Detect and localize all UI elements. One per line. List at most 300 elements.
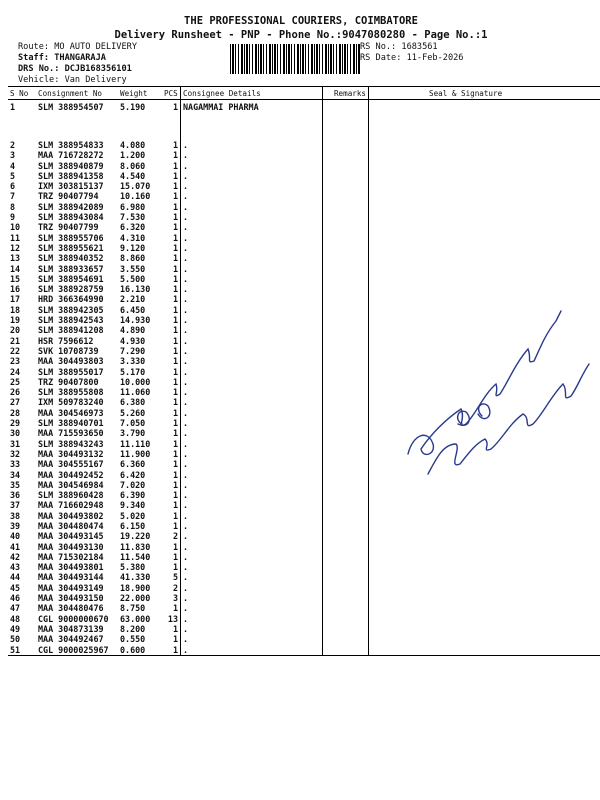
row-weight: 41.330 — [120, 572, 151, 583]
row-weight: 11.110 — [120, 438, 151, 449]
row-pcs: 1 — [172, 201, 178, 212]
row-sno: 12 — [10, 242, 21, 253]
row-pcs: 1 — [172, 325, 178, 336]
row-consignee: . — [181, 572, 323, 582]
row-pcs: 1 — [172, 140, 178, 150]
row-sno: 35 — [10, 479, 21, 490]
row-consignee: . — [181, 171, 323, 181]
row-weight: 7.050 — [120, 418, 146, 429]
row-signature — [369, 243, 600, 253]
row-remarks — [323, 150, 369, 160]
row-signature — [369, 562, 600, 572]
row-sno: 24 — [10, 366, 21, 377]
row-consignment-no: MAA 304480474 — [38, 520, 104, 531]
row-sno: 6 — [10, 181, 16, 192]
row-remarks — [323, 531, 369, 541]
row-consignment-no: SLM 388955017 — [38, 366, 104, 377]
row-sno: 4 — [10, 160, 16, 171]
row-pcs: 1 — [172, 407, 178, 418]
row-remarks — [323, 346, 369, 356]
row-pcs: 1 — [172, 603, 178, 614]
row-sno: 15 — [10, 273, 21, 284]
row-sno: 42 — [10, 551, 21, 562]
row-remarks — [323, 500, 369, 510]
row-weight: 5.190 — [120, 102, 146, 112]
row-sno: 34 — [10, 469, 21, 480]
table-row — [8, 181, 600, 191]
row-sno: 10 — [10, 222, 21, 233]
row-signature — [369, 264, 600, 274]
row-remarks — [323, 284, 369, 294]
row-consignment-no: SLM 388941208 — [38, 325, 104, 336]
row-remarks — [323, 542, 369, 552]
row-pcs: 1 — [172, 520, 178, 531]
row-consignee: . — [181, 140, 323, 150]
row-remarks — [323, 100, 369, 141]
row-signature — [369, 253, 600, 263]
row-consignee: . — [181, 284, 323, 294]
row-pcs: 1 — [162, 645, 181, 656]
row-signature — [369, 521, 600, 531]
row-remarks — [323, 253, 369, 263]
row-consignment-no: MAA 304493803 — [38, 356, 104, 367]
row-sno: 36 — [10, 490, 21, 501]
row-pcs: 1 — [172, 438, 178, 449]
row-consignee: . — [181, 243, 323, 253]
row-weight: 6.150 — [120, 520, 146, 531]
row-remarks — [323, 459, 369, 469]
row-weight: 5.500 — [120, 273, 146, 284]
row-sno: 19 — [10, 315, 21, 326]
company-title: THE PROFESSIONAL COURIERS, COIMBATORE — [184, 15, 418, 27]
row-pcs: 1 — [172, 387, 178, 398]
row-consignment-no: SLM 388955706 — [38, 232, 104, 243]
row-sno: 45 — [10, 582, 21, 593]
row-pcs: 1 — [172, 315, 178, 326]
row-consignment-no: MAA 304493144 — [38, 572, 104, 583]
row-pcs: 1 — [172, 294, 178, 305]
row-consignment-no: HSR 7596612 — [38, 335, 94, 346]
row-consignment-no: SLM 388940879 — [38, 160, 104, 171]
row-weight: 7.290 — [120, 345, 146, 356]
row-sno: 11 — [10, 232, 21, 243]
row-remarks — [323, 593, 369, 603]
row-weight: 5.170 — [120, 366, 146, 377]
row-consignee: . — [181, 161, 323, 171]
row-weight: 3.550 — [120, 263, 146, 274]
row-consignee: . — [181, 593, 323, 603]
row-signature — [369, 531, 600, 541]
row-weight: 9.120 — [120, 242, 146, 253]
row-pcs: 1 — [172, 551, 178, 562]
row-sno: 23 — [10, 356, 21, 367]
row-remarks — [323, 305, 369, 315]
table-row — [8, 583, 600, 593]
row-sno: 29 — [10, 418, 21, 429]
row-remarks — [323, 480, 369, 490]
row-weight: 10.000 — [120, 376, 151, 387]
row-remarks — [323, 222, 369, 232]
row-remarks — [323, 243, 369, 253]
row-remarks — [323, 603, 369, 613]
row-pcs: 1 — [172, 541, 178, 552]
row-weight: 1.200 — [120, 150, 146, 161]
row-sno: 48 — [10, 613, 21, 624]
row-consignee: . — [181, 181, 323, 191]
col-pcs: PCS — [162, 87, 181, 100]
row-pcs: 1 — [172, 376, 178, 387]
rs-date-text: RS Date: 11-Feb-2026 — [360, 53, 464, 63]
row-consignee: . — [181, 562, 323, 572]
col-consignee: Consignee Details — [181, 87, 323, 100]
row-sno: 31 — [10, 438, 21, 449]
row-consignment-no: MAA 304493130 — [38, 541, 104, 552]
row-pcs: 1 — [172, 500, 178, 511]
row-remarks — [323, 336, 369, 346]
row-consignee: . — [181, 490, 323, 500]
row-consignee: . — [181, 191, 323, 201]
table-row — [8, 593, 600, 603]
row-consignee: . — [181, 418, 323, 428]
row-consignee: . — [181, 583, 323, 593]
row-weight: 3.330 — [120, 356, 146, 367]
row-consignment-no: MAA 304493802 — [38, 510, 104, 521]
table-row — [8, 264, 600, 274]
table-row — [8, 634, 600, 644]
row-weight: 5.380 — [120, 562, 146, 573]
row-weight: 4.080 — [120, 140, 146, 150]
row-pcs: 1 — [172, 345, 178, 356]
row-remarks — [323, 572, 369, 582]
row-consignee: . — [181, 212, 323, 222]
row-weight: 3.790 — [120, 428, 146, 439]
row-pcs: 2 — [172, 582, 178, 593]
row-remarks — [323, 387, 369, 397]
row-consignment-no: SLM 388933657 — [38, 263, 104, 274]
row-consignment-no: MAA 715302184 — [38, 551, 104, 562]
row-remarks — [323, 181, 369, 191]
row-consignment-no: MAA 304493150 — [38, 593, 104, 604]
row-sno: 9 — [10, 212, 16, 223]
row-signature — [369, 150, 600, 160]
row-consignee: . — [181, 624, 323, 634]
row-remarks — [323, 274, 369, 284]
row-weight: 6.450 — [120, 304, 146, 315]
row-sno: 14 — [10, 263, 21, 274]
row-weight: 16.130 — [120, 284, 151, 295]
row-remarks — [323, 614, 369, 624]
row-remarks — [323, 521, 369, 531]
row-weight: 6.320 — [120, 222, 146, 233]
table-row — [8, 100, 600, 141]
staff-text: Staff: THANGARAJA — [18, 53, 106, 63]
row-consignment-no: SVK 10708739 — [38, 345, 99, 356]
drs-text: DRS No.: DCJB168356101 — [18, 64, 132, 74]
meta-block — [8, 42, 594, 86]
row-consignee: . — [181, 521, 323, 531]
row-pcs: 1 — [172, 562, 178, 573]
row-remarks — [323, 449, 369, 459]
row-weight: 11.060 — [120, 387, 151, 398]
row-consignment-no: SLM 388954833 — [38, 140, 104, 150]
table-header-row — [8, 87, 600, 100]
row-consignee: . — [181, 222, 323, 232]
row-sno: 30 — [10, 428, 21, 439]
row-pcs: 1 — [172, 273, 178, 284]
row-signature — [369, 212, 600, 222]
row-sno: 43 — [10, 562, 21, 573]
row-sno: 50 — [10, 634, 21, 645]
row-consignee: . — [181, 150, 323, 160]
row-consignment-no: MAA 716602948 — [38, 500, 104, 511]
row-consignment-no: SLM 388954691 — [38, 273, 104, 284]
row-pcs: 1 — [172, 634, 178, 645]
row-consignee: . — [181, 325, 323, 335]
row-pcs: 1 — [172, 418, 178, 429]
row-consignment-no: MAA 304492467 — [38, 634, 104, 645]
row-consignee: . — [181, 428, 323, 438]
row-consignment-no: TRZ 90407800 — [38, 376, 99, 387]
row-weight: 4.310 — [120, 232, 146, 243]
row-consignment-no: MAA 304493132 — [38, 448, 104, 459]
row-remarks — [323, 397, 369, 407]
row-remarks — [323, 470, 369, 480]
table-row — [8, 531, 600, 541]
row-signature — [369, 593, 600, 603]
row-pcs: 1 — [172, 181, 178, 192]
row-signature — [369, 181, 600, 191]
row-weight: 5.260 — [120, 407, 146, 418]
row-remarks — [323, 624, 369, 634]
table-row — [8, 552, 600, 562]
row-sno: 5 — [10, 170, 16, 181]
col-weight: Weight — [118, 87, 162, 100]
table-row — [8, 191, 600, 201]
row-consignment-no: IXM 509783240 — [38, 397, 104, 408]
row-consignee: . — [181, 202, 323, 212]
table-row — [8, 645, 600, 656]
row-consignee: . — [181, 253, 323, 263]
row-weight: 4.540 — [120, 170, 146, 181]
table-row — [8, 500, 600, 510]
row-signature — [369, 603, 600, 613]
row-consignment-no: MAA 304546984 — [38, 479, 104, 490]
row-consignee: . — [181, 408, 323, 418]
row-consignee: . — [181, 377, 323, 387]
row-sno: 47 — [10, 603, 21, 614]
row-signature — [369, 511, 600, 521]
row-pcs: 1 — [172, 170, 178, 181]
row-weight: 4.890 — [120, 325, 146, 336]
row-consignee: . — [181, 645, 323, 656]
row-weight: 7.530 — [120, 212, 146, 223]
row-consignment-no: TRZ 90407794 — [38, 191, 99, 202]
row-consignee: . — [181, 387, 323, 397]
row-weight: 18.900 — [120, 582, 151, 593]
row-consignment-no: MAA 304555167 — [38, 459, 104, 470]
row-signature — [369, 161, 600, 171]
row-sno: 44 — [10, 572, 21, 583]
row-remarks — [323, 315, 369, 325]
row-pcs: 1 — [172, 356, 178, 367]
table-row — [8, 233, 600, 243]
row-weight: 6.380 — [120, 397, 146, 408]
row-pcs: 1 — [172, 284, 178, 295]
row-consignee: . — [181, 634, 323, 644]
row-pcs: 1 — [172, 263, 178, 274]
row-signature — [369, 542, 600, 552]
row-pcs: 1 — [172, 397, 178, 408]
table-row — [8, 161, 600, 171]
row-signature — [369, 645, 600, 656]
row-weight: 0.600 — [118, 645, 162, 656]
row-consignment-no: IXM 303815137 — [38, 181, 104, 192]
table-row — [8, 253, 600, 263]
table-row — [8, 572, 600, 582]
row-signature — [369, 614, 600, 624]
row-remarks — [323, 377, 369, 387]
row-weight: 7.020 — [120, 479, 146, 490]
row-sno: 27 — [10, 397, 21, 408]
row-remarks — [323, 583, 369, 593]
row-consignment-no: SLM 388955808 — [38, 387, 104, 398]
row-pcs: 1 — [172, 242, 178, 253]
row-weight: 11.900 — [120, 448, 151, 459]
row-consignment-no: MAA 304493149 — [38, 582, 104, 593]
row-sno: 22 — [10, 345, 21, 356]
row-pcs: 1 — [172, 448, 178, 459]
row-consignment-no: SLM 388942305 — [38, 304, 104, 315]
col-sno: S No — [8, 87, 36, 100]
row-consignee: . — [181, 233, 323, 243]
row-signature — [369, 634, 600, 644]
row-consignment-no: SLM 388943243 — [38, 438, 104, 449]
row-pcs: 1 — [172, 191, 178, 202]
row-signature — [369, 624, 600, 634]
row-sno: 17 — [10, 294, 21, 305]
row-remarks — [323, 490, 369, 500]
row-sno: 40 — [10, 531, 21, 542]
row-consignee: . — [181, 552, 323, 562]
row-weight: 8.750 — [120, 603, 146, 614]
row-consignee: . — [181, 542, 323, 552]
row-sno: 39 — [10, 520, 21, 531]
row-signature — [369, 572, 600, 582]
row-weight: 2.210 — [120, 294, 146, 305]
row-sno: 38 — [10, 510, 21, 521]
row-sno: 26 — [10, 387, 21, 398]
row-signature — [369, 583, 600, 593]
row-pcs: 1 — [172, 479, 178, 490]
row-consignee: . — [181, 470, 323, 480]
row-weight: 0.550 — [120, 634, 146, 645]
row-consignee: . — [181, 480, 323, 490]
row-consignment-no: SLM 388928759 — [38, 284, 104, 295]
row-weight: 6.360 — [120, 459, 146, 470]
col-consignment: Consignment No — [36, 87, 118, 100]
row-sno: 25 — [10, 376, 21, 387]
row-remarks — [323, 294, 369, 304]
row-remarks — [323, 264, 369, 274]
row-consignment-no: SLM 388942089 — [38, 201, 104, 212]
row-pcs: 1 — [172, 150, 178, 161]
row-remarks — [323, 634, 369, 644]
row-consignee: . — [181, 511, 323, 521]
row-weight: 22.000 — [120, 593, 151, 604]
row-signature — [369, 222, 600, 232]
row-sno: 32 — [10, 448, 21, 459]
row-consignment-no: TRZ 90407799 — [38, 222, 99, 233]
row-weight: 6.980 — [120, 201, 146, 212]
row-weight: 15.070 — [120, 181, 151, 192]
row-remarks — [323, 552, 369, 562]
row-consignment-no: SLM 388955621 — [38, 242, 104, 253]
barcode — [230, 44, 360, 74]
table-row — [8, 202, 600, 212]
row-signature — [369, 191, 600, 201]
row-consignment-no: MAA 304493145 — [38, 531, 104, 542]
row-consignment-no: SLM 388954507 — [38, 102, 104, 112]
row-signature — [369, 100, 600, 141]
row-signature — [369, 233, 600, 243]
row-remarks — [323, 367, 369, 377]
row-consignee: . — [181, 315, 323, 325]
row-consignee: . — [181, 439, 323, 449]
table-row — [8, 542, 600, 552]
row-consignee: . — [181, 356, 323, 366]
row-pcs: 2 — [172, 531, 178, 542]
row-weight: 6.420 — [120, 469, 146, 480]
row-consignee: . — [181, 305, 323, 315]
row-remarks — [323, 233, 369, 243]
row-remarks — [323, 356, 369, 366]
row-sno: 28 — [10, 407, 21, 418]
row-sno: 8 — [10, 201, 16, 212]
row-pcs: 1 — [172, 102, 178, 112]
row-weight: 4.930 — [120, 335, 146, 346]
row-weight: 8.860 — [120, 253, 146, 264]
row-signature — [369, 500, 600, 510]
row-pcs: 1 — [172, 335, 178, 346]
row-remarks — [323, 171, 369, 181]
row-pcs: 1 — [172, 212, 178, 223]
row-signature — [369, 140, 600, 150]
row-consignee: . — [181, 459, 323, 469]
table-row — [8, 511, 600, 521]
row-consignee: . — [181, 294, 323, 304]
table-row — [8, 521, 600, 531]
table-row — [8, 212, 600, 222]
row-remarks — [323, 191, 369, 201]
row-consignment-no: MAA 716728272 — [38, 150, 104, 161]
row-consignment-no: SLM 388943084 — [38, 212, 104, 223]
row-consignee: . — [181, 367, 323, 377]
row-consignment-no: MAA 304873139 — [38, 623, 104, 634]
row-pcs: 1 — [172, 469, 178, 480]
col-signature: Seal & Signature — [369, 87, 600, 100]
col-remarks: Remarks — [323, 87, 369, 100]
row-pcs: 1 — [172, 160, 178, 171]
row-consignment-no: SLM 388960428 — [38, 490, 104, 501]
row-consignee: . — [181, 500, 323, 510]
row-remarks — [323, 408, 369, 418]
table-row — [8, 150, 600, 160]
rs-no-text: RS No.: 1683561 — [360, 42, 438, 52]
row-signature — [369, 552, 600, 562]
row-consignment-no: SLM 388940701 — [38, 418, 104, 429]
table-row — [8, 624, 600, 634]
row-signature — [369, 202, 600, 212]
